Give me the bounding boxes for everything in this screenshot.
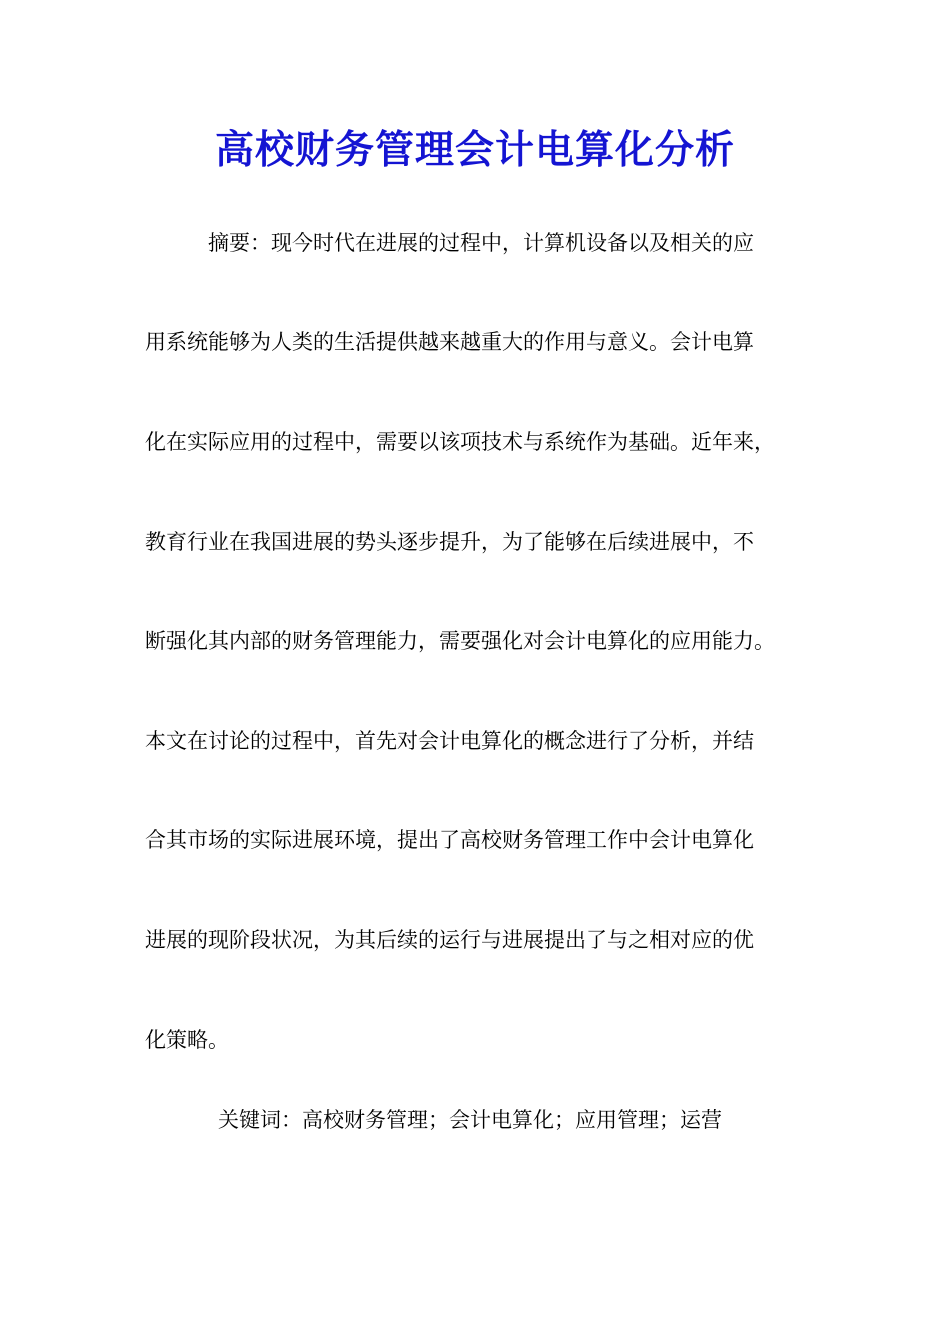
document-title: 高校财务管理会计电算化分析 xyxy=(214,127,735,173)
abstract-line: 摘要：现今时代在进展的过程中，计算机设备以及相关的应 xyxy=(145,231,754,255)
keywords-line: 关键词：高校财务管理；会计电算化；应用管理；运营 xyxy=(218,1108,722,1132)
abstract-line: 教育行业在我国进展的势头逐步提升，为了能够在后续进展中，不 xyxy=(145,530,754,554)
abstract-line: 合其市场的实际进展环境，提出了高校财务管理工作中会计电算化 xyxy=(145,828,754,852)
abstract-line: 化在实际应用的过程中，需要以该项技术与系统作为基础。近年来， xyxy=(145,430,775,454)
abstract-line: 化策略。 xyxy=(145,1028,229,1052)
abstract-line: 用系统能够为人类的生活提供越来越重大的作用与意义。会计电算 xyxy=(145,330,754,354)
abstract-line: 进展的现阶段状况，为其后续的运行与进展提出了与之相对应的优 xyxy=(145,928,754,952)
abstract-line: 本文在讨论的过程中，首先对会计电算化的概念进行了分析，并结 xyxy=(145,729,754,753)
abstract-line: 断强化其内部的财务管理能力，需要强化对会计电算化的应用能力。 xyxy=(145,629,775,653)
